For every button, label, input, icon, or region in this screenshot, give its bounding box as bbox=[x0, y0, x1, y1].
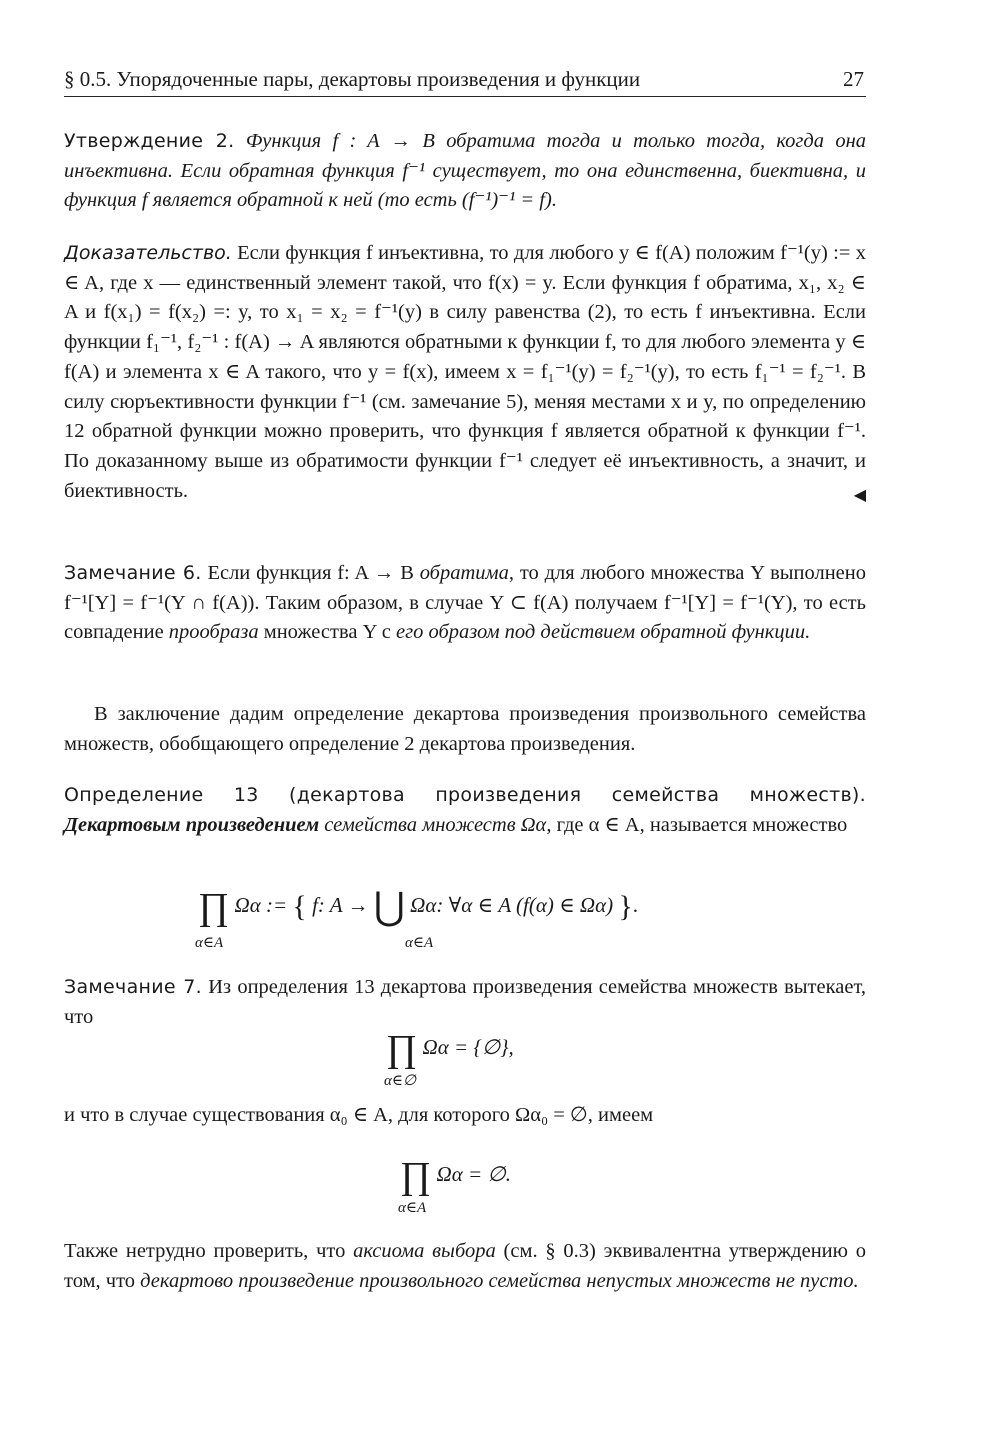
definition-13 bbox=[64, 781, 866, 840]
statement-2-label: Утверждение 2. bbox=[64, 130, 235, 152]
final-text-d: декартово произведение произвольного семейства непустых множеств не пусто. bbox=[140, 1269, 859, 1292]
header-title: § 0.5. Упорядоченные пары, декартовы произведения и функции bbox=[64, 67, 641, 91]
proof bbox=[64, 239, 866, 510]
definition-13-label: Определение 13 (декартова произведения семейства множеств). bbox=[64, 784, 866, 806]
brace-open: { bbox=[292, 889, 307, 923]
definition-13-term: Декартовым произведением bbox=[64, 813, 320, 836]
union-symbol: ⋃ bbox=[373, 886, 405, 928]
remark-7-text-2: и что в случае существования α₀ ∈ A, для которого Ωα₀ = ∅, имеем bbox=[64, 1104, 654, 1126]
product-symbol-2: ∏ bbox=[386, 1028, 418, 1070]
conclusion-paragraph: В заключение дадим определение декартова произведения произвольного семейства множеств, обобщающего определение 2 декартова произведения. bbox=[64, 703, 866, 755]
remark-6-text-f: его образом под действием обратной функции. bbox=[396, 621, 811, 644]
product-symbol-3: ∏ bbox=[400, 1155, 432, 1197]
proof-text: Если функция f инъективна, то для любого y ∈ f(A) положим f⁻¹(y) := x ∈ A, где x — единственный элемент такой, что f(x) = y. Если функция f обратима, x₁, x₂ ∈ A и f(x₁) = f(x₂) =: y, то x₁ = x₂ = f⁻¹(y) в силу равенства (2), то есть f инъективна. Если функции f₁⁻¹, f₂⁻¹ : f(A) → A являются обратными к функции f, то для любого элемента y ∈ f(A) и элемента x ∈ A такого, что y = f(x), имеем x = f₁⁻¹(y) = f₂⁻¹(y), то есть f₁⁻¹ = f₂⁻¹. В силу сюръективности функции f⁻¹ (см. замечание 5), меняя местами x и y, по определению 12 обратной функции можно проверить, что функция f является обратной к функции f⁻¹. По доказанному выше из обратимости функции f⁻¹ следует её инъективность, а значит, и биективность. bbox=[64, 242, 866, 502]
remark-7-formula-1 bbox=[386, 1030, 514, 1068]
final-text-c: (см. § 0.3) эквивалентна утверждению о том, что bbox=[64, 1240, 866, 1292]
remark-6-label: Замечание 6. bbox=[64, 562, 202, 584]
qed-icon: ◀ bbox=[853, 486, 866, 504]
remark-6-text-e: множества Y с bbox=[258, 621, 396, 644]
remark-7 bbox=[64, 973, 866, 1032]
definition-13-text-b: , где α ∈ A, называется множество bbox=[546, 813, 848, 836]
remark-6-text-c: , то для любого множества Y выполнено f⁻¹[Y] = f⁻¹(Y ∩ f(A)). Таким образом, в случае Y ⊂ f(A) получаем f⁻¹[Y] = f⁻¹(Y), то есть совпадение bbox=[64, 562, 866, 644]
formula-1-under: α∈∅ bbox=[384, 1073, 417, 1089]
formula-lhs: Ωα := bbox=[234, 892, 288, 917]
formula-2-under: α∈A bbox=[398, 1200, 427, 1216]
brace-close: } bbox=[618, 889, 633, 923]
remark-6-text-d: прообраза bbox=[168, 621, 259, 644]
formula-rhs: Ωα: ∀α ∈ A (f(α) ∈ Ωα) bbox=[410, 892, 614, 917]
definition-13-formula: ∏ Ωα := { f: A → ⋃ Ωα: ∀α ∈ A (f(α) ∈ Ωα) }. bbox=[198, 886, 639, 928]
formula-2-body: Ωα = ∅. bbox=[436, 1161, 511, 1186]
proof-label: Доказательство. bbox=[64, 242, 232, 264]
remark-6 bbox=[64, 559, 866, 648]
remark-7-formula-2 bbox=[400, 1157, 511, 1195]
statement-2-text: Функция f : A → B обратима тогда и только тогда, когда она инъективна. Если обратная функция f⁻¹ существует, то она единственна, биективна, и функция f является обратной к ней (то есть (f⁻¹)⁻¹ = f). bbox=[64, 130, 866, 212]
final-paragraph bbox=[64, 1237, 866, 1296]
final-text-b: аксиома выбора bbox=[353, 1240, 496, 1262]
page-number: 27 bbox=[843, 67, 864, 91]
final-text-a: Также нетрудно проверить, что bbox=[64, 1240, 354, 1262]
running-header bbox=[64, 64, 866, 97]
formula-under-1: α∈A bbox=[195, 935, 224, 951]
product-symbol: ∏ bbox=[198, 886, 230, 928]
remark-7-label: Замечание 7. bbox=[64, 976, 203, 998]
formula-under-2: α∈A bbox=[405, 935, 434, 951]
remark-7-text: Из определения 13 декартова произведения семейства множеств вытекает, что bbox=[64, 976, 866, 1028]
formula-mid: f: A → bbox=[312, 892, 369, 917]
definition-13-text-a: семейства множеств Ωα bbox=[319, 813, 547, 836]
statement-2 bbox=[64, 127, 866, 216]
formula-1-body: Ωα = {∅}, bbox=[422, 1034, 514, 1059]
remark-6-text-b: обратима bbox=[419, 562, 509, 584]
remark-6-text-a: Если функция f: A → B bbox=[207, 562, 420, 584]
